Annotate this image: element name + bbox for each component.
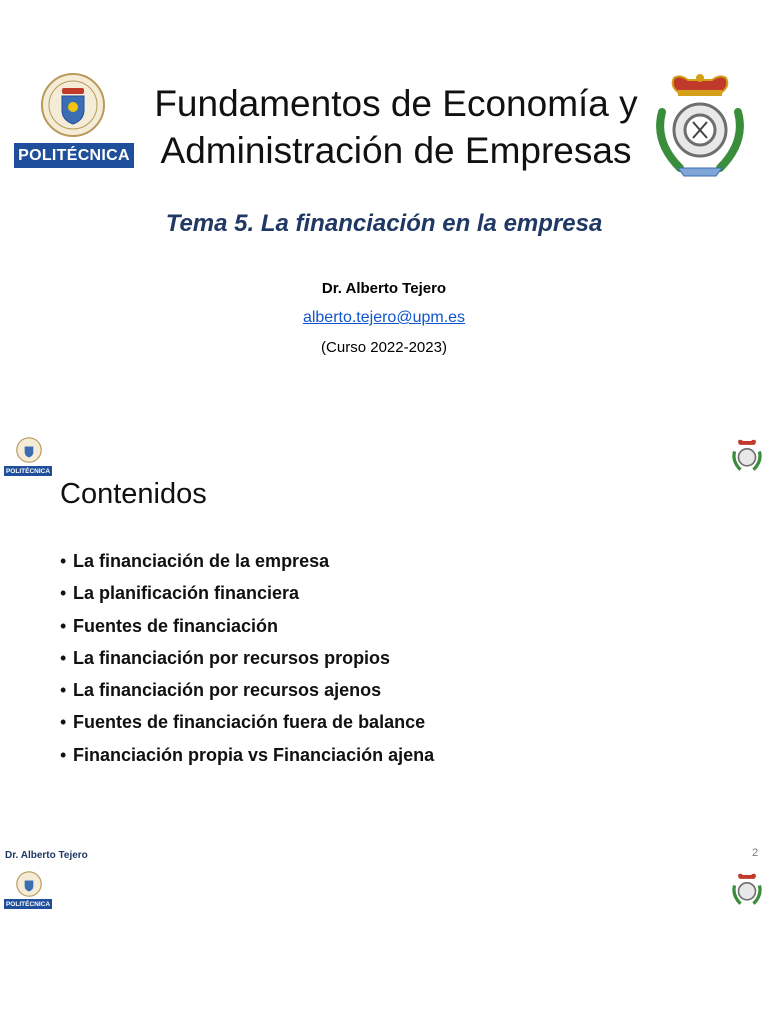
- list-item: [60, 710, 434, 742]
- school-crest-icon: [648, 72, 752, 180]
- list-item: [60, 614, 434, 646]
- author-name: Dr. Alberto Tejero: [321, 280, 447, 297]
- bullet: •: [60, 615, 67, 636]
- list-item: [60, 646, 434, 678]
- bullet: •: [60, 744, 67, 765]
- list-item-text: La financiación por recursos propios: [73, 647, 391, 668]
- list-item-text: Fuentes de financiación fuera de balance: [73, 712, 426, 733]
- list-item-text: Financiación propia vs Financiación ajena: [73, 744, 435, 765]
- upm-seal-icon: [16, 436, 42, 464]
- page-number: 2: [752, 847, 759, 859]
- bullet: •: [60, 647, 67, 668]
- upm-seal-icon: [40, 70, 106, 140]
- list-item-text: La planificación financiera: [73, 583, 300, 604]
- upm-logo-text: POLITÉCNICA: [14, 143, 134, 168]
- author-email-link[interactable]: alberto.tejero@upm.es: [302, 309, 466, 326]
- upm-logo-text: POLITÉCNICA: [5, 900, 51, 908]
- list-item-text: La financiación por recursos ajenos: [73, 680, 382, 701]
- title-line-2: Administración de Empresas: [160, 130, 632, 171]
- bullet: •: [60, 712, 67, 733]
- school-crest-icon: [730, 438, 764, 474]
- list-item: [60, 743, 434, 775]
- bullet: •: [60, 583, 67, 604]
- list-item: [60, 678, 434, 710]
- presentation-subtitle: Tema 5. La financiación en la empresa: [165, 210, 603, 237]
- list-item: [60, 549, 434, 581]
- footer-author: Dr. Alberto Tejero: [5, 850, 88, 861]
- presentation-title: [140, 80, 652, 174]
- contents-list: [60, 549, 434, 775]
- school-crest-icon: [730, 872, 764, 908]
- author-email: [0, 309, 768, 327]
- course-year: (Curso 2022-2023): [321, 339, 447, 356]
- bullet: •: [60, 551, 67, 571]
- upm-logo-text: POLITÉCNICA: [5, 467, 51, 475]
- bullet: •: [60, 680, 67, 701]
- list-item-text: Fuentes de financiación: [73, 615, 279, 636]
- list-item: [60, 581, 434, 613]
- contents-heading: Contenidos: [60, 478, 207, 510]
- title-line-1: Fundamentos de Economía y: [154, 83, 638, 124]
- list-item-text: La financiación de la empresa: [73, 551, 330, 571]
- upm-seal-icon: [16, 870, 42, 898]
